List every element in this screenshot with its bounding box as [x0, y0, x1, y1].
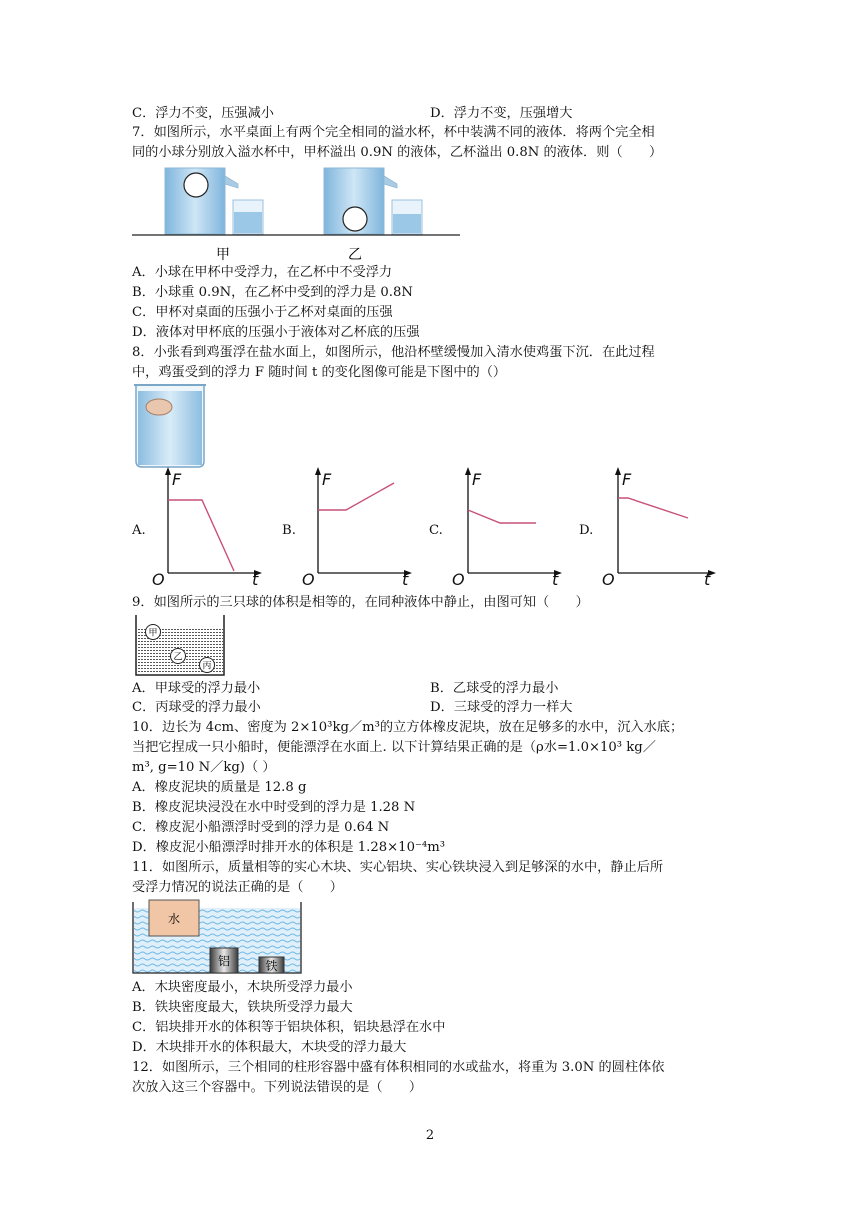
- graph-c-origin: O: [452, 570, 465, 587]
- graph-d: [600, 465, 724, 587]
- graph-d-origin: O: [602, 570, 615, 587]
- graph-d-label: D.: [579, 523, 594, 538]
- q7-stem-line2: 同的小球分别放入溢水杯中，甲杯溢出 0.9N 的液体，乙杯溢出 0.8N 的液体．则（ ）: [132, 145, 663, 160]
- graph-b-axis-f: F: [322, 470, 332, 489]
- q10-option-c: C．橡皮泥小船漂浮时受到的浮力是 0.64 N: [132, 820, 390, 835]
- q10-option-d: D．橡皮泥小船漂浮时排开水的体积是 1.28×10⁻⁴m³: [132, 840, 445, 855]
- ball-yi-label: 乙: [173, 652, 183, 663]
- q8-stem-line1: 8．小张看到鸡蛋浮在盐水面上，如图所示，他沿杯壁缓慢加入清水使鸡蛋下沉．在此过程: [132, 345, 655, 360]
- q9-stem: 9．如图所示的三只球的体积是相等的，在同种液体中静止，由图可知（ ）: [132, 595, 589, 610]
- ball-in-cup-jia: [184, 173, 208, 197]
- q8-stem-line2: 中，鸡蛋受到的浮力 F 随时间 t 的变化图像可能是下图中的（）: [132, 365, 507, 380]
- iron-block-label: 铁: [265, 959, 278, 973]
- ball-jia-label: 甲: [148, 628, 158, 639]
- graph-c-curve: [468, 510, 536, 523]
- q6-option-d: D．浮力不变，压强增大: [430, 106, 573, 121]
- graph-a-curve: [168, 500, 234, 571]
- ball-bing-label: 丙: [202, 661, 212, 672]
- graph-a-origin: O: [152, 570, 165, 587]
- graph-c-label: C.: [429, 523, 443, 538]
- q9-option-a: A．甲球受的浮力最小: [132, 681, 261, 696]
- q9-option-d: D．三球受的浮力一样大: [430, 700, 573, 715]
- graph-c-axis-f: F: [472, 470, 482, 489]
- q11-option-c: C．铝块排开水的体积等于铝块体积，铝块悬浮在水中: [132, 1020, 446, 1035]
- q10-option-a: A．橡皮泥块的质量是 12.8 g: [132, 780, 307, 795]
- q10-stem-line1: 10．边长为 4cm、密度为 2×10³kg／m³的立方体橡皮泥块，放在足够多的水中，沉入水底；: [132, 720, 684, 735]
- label-yi: 乙: [348, 247, 362, 263]
- q11-stem-line2: 受浮力情况的说法正确的是（ ）: [132, 880, 343, 895]
- graph-b: [300, 465, 420, 587]
- aluminum-block-label: 铝: [217, 954, 231, 968]
- q7-overflow-cups-figure: [130, 162, 465, 266]
- graph-a: [150, 465, 270, 587]
- graph-c-axis-t: t: [552, 570, 559, 587]
- graph-b-axis-t: t: [402, 570, 409, 587]
- page-number: 2: [425, 1128, 435, 1143]
- q11-option-b: B．铁块密度最大，铁块所受浮力最大: [132, 1000, 353, 1015]
- graph-d-curve: [618, 498, 688, 518]
- label-jia: 甲: [216, 247, 230, 263]
- graph-c: [450, 465, 570, 587]
- q10-stem-line2: 当把它捏成一只小船时，便能漂浮在水面上. 以下计算结果正确的是（ρ水=1.0×10³ kg／: [132, 740, 656, 755]
- egg: [146, 399, 172, 415]
- q7-option-d: D．液体对甲杯底的压强小于液体对乙杯底的压强: [132, 325, 420, 340]
- q11-option-d: D．木块排开水的体积最大，木块受的浮力最大: [132, 1040, 407, 1055]
- wood-block-label: 水: [167, 912, 181, 926]
- graph-a-label: A.: [132, 523, 146, 538]
- q7-option-b: B．小球重 0.9N，在乙杯中受到的浮力是 0.8N: [132, 285, 413, 300]
- q7-option-c: C．甲杯对桌面的压强小于乙杯对桌面的压强: [132, 305, 393, 320]
- q11-option-a: A．木块密度最小，木块所受浮力最小: [132, 980, 353, 995]
- graph-b-label: B.: [282, 523, 296, 538]
- q7-stem-line1: 7．如图所示，水平桌面上有两个完全相同的溢水杯，杯中装满不同的液体．将两个完全相: [132, 125, 655, 140]
- q11-stem-line1: 11．如图所示，质量相等的实心木块、实心铝块、实心铁块浸入到足够深的水中，静止后所: [132, 860, 664, 875]
- graph-d-axis-t: t: [704, 570, 711, 587]
- q11-blocks-figure: [130, 896, 304, 976]
- q9-balls-figure: [132, 613, 228, 677]
- graph-d-axis-f: F: [622, 470, 632, 489]
- q7-option-a: A．小球在甲杯中受浮力，在乙杯中不受浮力: [132, 265, 393, 280]
- q6-option-c: C．浮力不变，压强减小: [132, 106, 274, 121]
- graph-a-axis-t: t: [252, 570, 259, 587]
- graph-a-axis-f: F: [172, 470, 182, 489]
- q12-stem-line2: 次放入这三个容器中。下列说法错误的是（ ）: [132, 1080, 423, 1095]
- q10-option-b: B．橡皮泥块浸没在水中时受到的浮力是 1.28 N: [132, 800, 416, 815]
- ball-in-cup-yi: [343, 207, 367, 231]
- q12-stem-line1: 12．如图所示，三个相同的柱形容器中盛有体积相同的水或盐水，将重为 3.0N 的圆柱体依: [132, 1060, 665, 1075]
- q8-beaker-egg-figure: [130, 383, 210, 469]
- graph-b-origin: O: [302, 570, 315, 587]
- q9-option-b: B．乙球受的浮力最小: [430, 681, 559, 696]
- q10-stem-line3: m³, g=10 N／kg)（ ）: [132, 760, 276, 775]
- q9-option-c: C．丙球受的浮力最小: [132, 700, 261, 715]
